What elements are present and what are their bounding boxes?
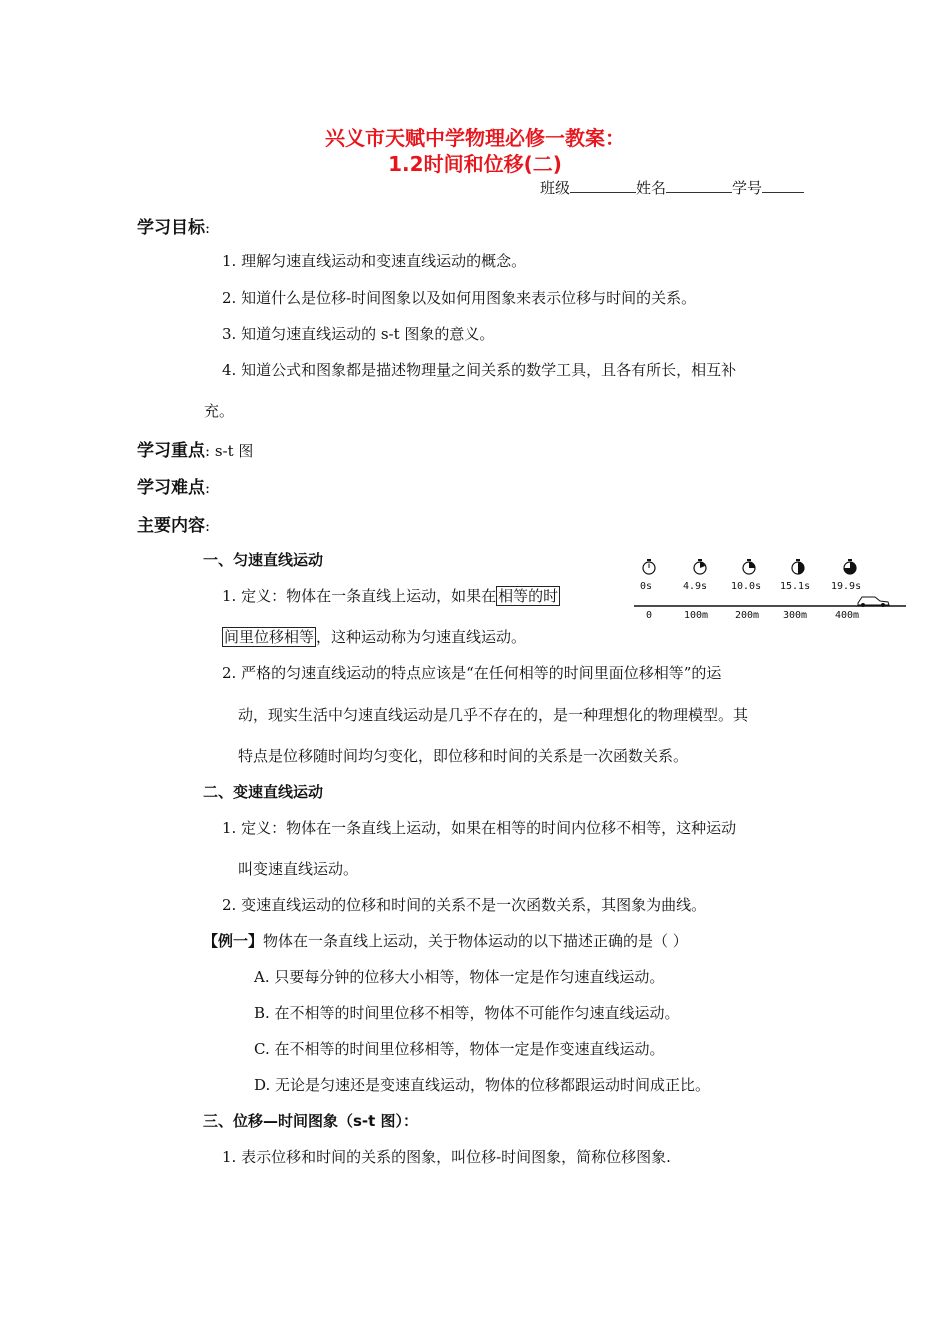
- section1-p2-line1: 2. 严格的匀速直线运动的特点应该是“在任何相等的时间里面位移相等”的运: [222, 664, 722, 682]
- objectives-heading-text: 学习目标: [137, 218, 205, 238]
- distance-label-3: 300m: [783, 610, 808, 621]
- section3-title: 三、位移—时间图象（s-t 图）：: [203, 1112, 419, 1130]
- objectives-heading: [137, 213, 210, 238]
- objective-item-4-continued: 充。: [204, 402, 235, 420]
- example-label: 【例一】: [203, 932, 264, 950]
- class-blank: [570, 178, 636, 193]
- section1-title: 一、匀速直线运动: [203, 551, 324, 569]
- section2-p2: 2. 变速直线运动的位移和时间的关系不是一次函数关系，其图象为曲线。: [222, 896, 707, 914]
- name-blank: [666, 178, 732, 193]
- objective-item-1: 1. 理解匀速直线运动和变速直线运动的概念。: [222, 252, 527, 270]
- time-label-0: 0s: [640, 581, 653, 592]
- section1-def-box1: 相等的时: [498, 587, 559, 605]
- main-content: [137, 511, 210, 536]
- key-point-heading: 学习重点: [137, 441, 205, 461]
- example-option-d: D. 无论是匀速还是变速直线运动，物体的位移都跟运动时间成正比。: [254, 1076, 711, 1094]
- example-question: [203, 930, 688, 951]
- objective-item-3: 3. 知道匀速直线运动的 s-t 图象的意义。: [222, 325, 495, 343]
- distance-label-4: 400m: [835, 610, 860, 621]
- example-question-text: 物体在一条直线上运动，关于物体运动的以下描述正确的是（ ）: [263, 932, 688, 950]
- objective-item-2: 2. 知道什么是位移-时间图象以及如何用图象来表示位移与时间的关系。: [222, 289, 697, 307]
- section1-definition: [222, 585, 560, 606]
- distance-label-1: 100m: [684, 610, 709, 621]
- stopwatch-icon: [844, 559, 856, 574]
- section2-title: 二、变速直线运动: [203, 783, 324, 801]
- time-label-3: 15.1s: [780, 581, 811, 592]
- student-info: [540, 177, 804, 198]
- stopwatch-icon: [743, 559, 755, 574]
- section1-def-box2: 间里位移相等: [224, 628, 315, 646]
- key-point: [137, 436, 253, 461]
- main-content-heading: 主要内容: [137, 516, 205, 536]
- key-point-text: : s-t 图: [205, 442, 254, 460]
- section2-p1-line1: 1. 定义：物体在一条直线上运动，如果在相等的时间内位移不相等，这种运动: [222, 819, 737, 837]
- time-label-2: 10.0s: [731, 581, 762, 592]
- section1-p2-line2: 动，现实生活中匀速直线运动是几乎不存在的，是一种理想化的物理模型。其: [238, 706, 749, 724]
- name-label: 姓名: [636, 179, 667, 197]
- objective-item-4: 4. 知道公式和图象都是描述物理量之间关系的数学工具，且各有所长，相互补: [222, 361, 737, 379]
- stopwatch-icon: [694, 559, 706, 574]
- time-label-1: 4.9s: [683, 581, 708, 592]
- example-option-a: A. 只要每分钟的位移大小相等，物体一定是作匀速直线运动。: [254, 968, 665, 986]
- section1-p2-line3: 特点是位移随时间均匀变化，即位移和时间的关系是一次函数关系。: [238, 747, 689, 765]
- class-label: 班级: [540, 179, 571, 197]
- number-blank: [762, 178, 804, 193]
- difficulty-text: :: [205, 479, 211, 497]
- uniform-motion-figure: [632, 555, 908, 627]
- objectives-colon: :: [205, 219, 211, 237]
- distance-label-2: 200m: [735, 610, 760, 621]
- section3-p1: 1. 表示位移和时间的关系的图象，叫位移-时间图象，简称位移图象.: [222, 1148, 671, 1166]
- number-label: 学号: [732, 179, 763, 197]
- example-option-b: B. 在不相等的时间里位移不相等，物体不可能作匀速直线运动。: [254, 1004, 680, 1022]
- distance-label-0: 0: [646, 610, 653, 621]
- stopwatch-icon: [643, 559, 655, 574]
- difficulty: [137, 473, 210, 498]
- section1-definition-cont: [222, 626, 526, 647]
- page-title: 兴义市天赋中学物理必修一教案：: [325, 126, 625, 150]
- time-label-4: 19.9s: [831, 581, 862, 592]
- section1-def-suffix: ，这种运动称为匀速直线运动。: [316, 628, 527, 646]
- main-content-text: :: [205, 517, 211, 535]
- page-subtitle: 1.2时间和位移(二): [388, 152, 562, 176]
- section1-def-prefix: 1. 定义：物体在一条直线上运动，如果在: [222, 587, 497, 605]
- example-option-c: C. 在不相等的时间里位移相等，物体一定是作变速直线运动。: [254, 1040, 665, 1058]
- difficulty-heading: 学习难点: [137, 478, 205, 498]
- stopwatch-icon: [792, 559, 804, 574]
- section2-p1-line2: 叫变速直线运动。: [238, 860, 359, 878]
